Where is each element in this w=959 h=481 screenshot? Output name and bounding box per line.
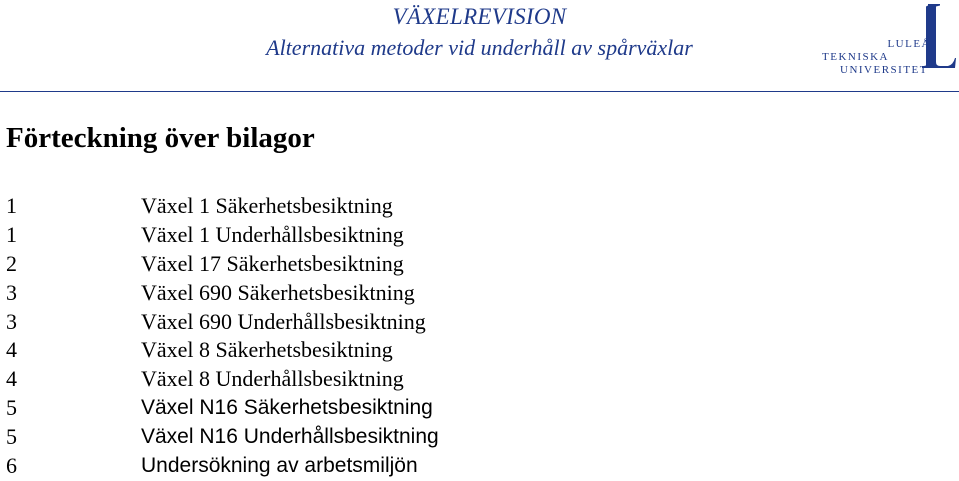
header-divider <box>0 91 959 92</box>
item-number: 3 <box>6 279 17 305</box>
list-item <box>0 192 959 221</box>
logo-line-1: LULEÅ <box>887 38 931 50</box>
item-text: Växel 690 Underhållsbesiktning <box>141 308 426 334</box>
university-logo <box>822 2 957 80</box>
item-number: 2 <box>6 250 17 276</box>
page-heading: Förteckning över bilagor <box>6 122 315 154</box>
list-item <box>0 394 959 423</box>
item-text: Växel 8 Säkerhetsbesiktning <box>141 337 393 363</box>
header-title: VÄXELREVISION <box>392 4 567 29</box>
logo-line-3: UNIVERSITET <box>840 64 928 76</box>
logo-line-2: TEKNISKA <box>822 51 889 63</box>
list-item <box>0 250 959 279</box>
item-text: Växel 690 Säkerhetsbesiktning <box>141 279 415 305</box>
item-number: 6 <box>6 453 17 479</box>
header-subtitle: Alternativa metoder vid underhåll av spårväxlar <box>266 35 693 60</box>
item-text: Undersökning av arbetsmiljön <box>141 454 418 478</box>
appendix-list <box>0 192 959 481</box>
item-text: Växel 8 Underhållsbesiktning <box>141 366 404 392</box>
list-item <box>0 336 959 365</box>
page-header <box>0 0 959 92</box>
item-text: Växel N16 Underhållsbesiktning <box>141 425 439 449</box>
item-number: 4 <box>6 337 17 363</box>
list-item <box>0 308 959 337</box>
item-text: Växel N16 Säkerhetsbesiktning <box>141 396 433 420</box>
item-number: 1 <box>6 193 17 218</box>
list-item <box>0 365 959 394</box>
list-item <box>0 221 959 250</box>
list-item <box>0 452 959 481</box>
item-number: 1 <box>6 221 17 247</box>
list-item <box>0 423 959 452</box>
item-text: Växel 1 Säkerhetsbesiktning <box>141 193 393 218</box>
item-number: 4 <box>6 366 17 392</box>
item-number: 3 <box>6 308 17 334</box>
item-text: Växel 1 Underhållsbesiktning <box>141 221 404 247</box>
item-number: 5 <box>6 424 17 450</box>
item-text: Växel 17 Säkerhetsbesiktning <box>141 250 404 276</box>
item-number: 5 <box>6 395 17 421</box>
list-item <box>0 279 959 308</box>
